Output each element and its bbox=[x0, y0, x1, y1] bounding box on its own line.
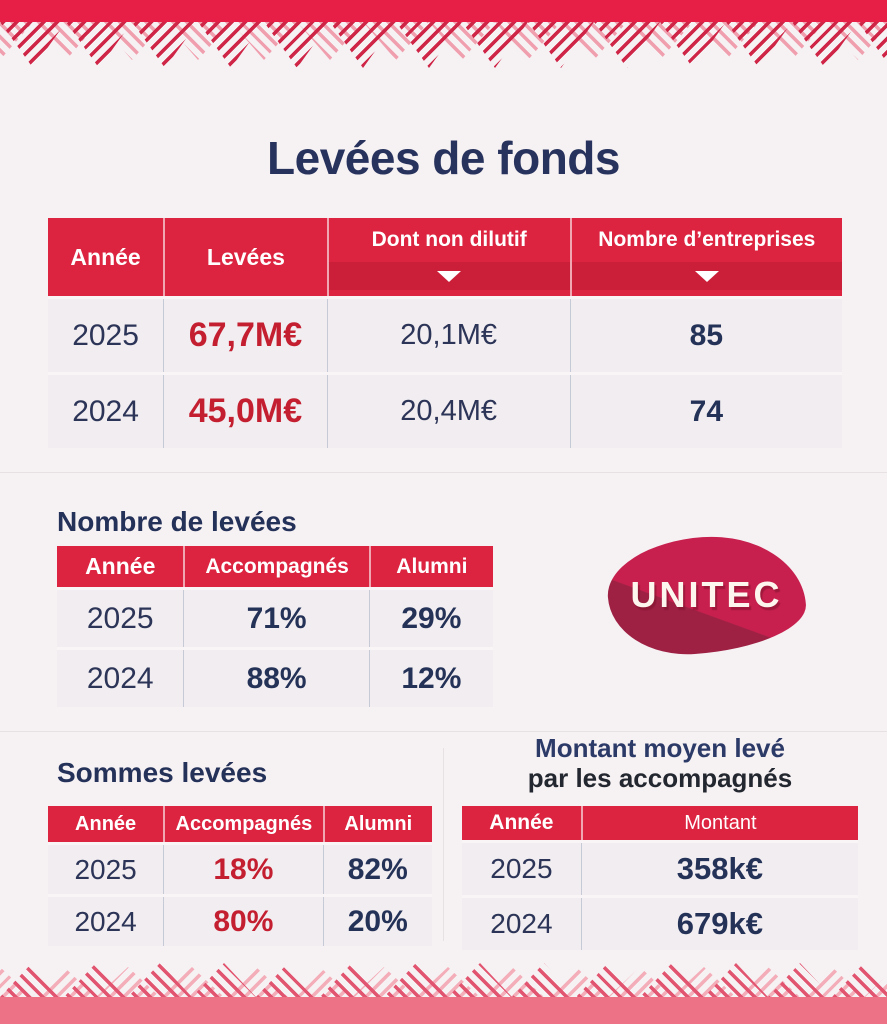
column-header-non-dilutif bbox=[327, 218, 570, 296]
average-amount-table-header bbox=[462, 806, 858, 843]
column-header-alumni: Alumni bbox=[323, 806, 432, 842]
column-header-alumni: Alumni bbox=[369, 546, 493, 587]
bottom-zigzag-front-decoration bbox=[0, 963, 887, 997]
year-cell: 2024 bbox=[86, 661, 154, 695]
accompagnes-cell: 18% bbox=[163, 845, 322, 894]
alumni-cell: 82% bbox=[323, 845, 432, 894]
table-row bbox=[57, 590, 493, 647]
avg-title-line1: Montant moyen levé bbox=[535, 733, 785, 763]
column-header-accompagnes: Accompagnés bbox=[183, 546, 368, 587]
bottom-pink-bar bbox=[0, 997, 887, 1024]
top-zigzag-back-decoration bbox=[0, 22, 887, 60]
table-row bbox=[48, 845, 432, 894]
table-row bbox=[462, 895, 858, 950]
column-header-label: Nombre d’entreprises bbox=[598, 228, 816, 251]
top-red-bar bbox=[0, 0, 887, 22]
accompagnes-cell: 71% bbox=[183, 590, 368, 647]
accompagnes-cell: 80% bbox=[163, 897, 322, 946]
year-cell: 2025 bbox=[86, 601, 154, 635]
column-header-entreprises bbox=[570, 218, 842, 296]
sums-table-header bbox=[48, 806, 432, 845]
entreprises-cell: 74 bbox=[570, 375, 842, 448]
year-cell: 2025 bbox=[72, 318, 139, 352]
unitec-logo-text: UNITEC bbox=[630, 574, 783, 615]
levees-cell: 67,7M€ bbox=[163, 299, 327, 372]
column-header-label: Dont non dilutif bbox=[371, 228, 527, 251]
column-header-montant: Montant bbox=[581, 806, 858, 840]
sort-arrow-band bbox=[329, 262, 570, 290]
bottom-zigzag-back-decoration bbox=[0, 967, 887, 997]
table-row bbox=[48, 894, 432, 946]
count-table bbox=[57, 546, 493, 707]
non-dilutif-cell: 20,1M€ bbox=[327, 299, 570, 372]
fundraising-table-header bbox=[48, 218, 842, 299]
page-title: Levées de fonds bbox=[267, 132, 620, 184]
column-header-annee: Année bbox=[57, 546, 183, 587]
count-table-header bbox=[57, 546, 493, 590]
fundraising-table bbox=[48, 218, 842, 448]
column-header-levees: Levées bbox=[163, 218, 327, 296]
section-divider bbox=[0, 472, 887, 473]
year-cell: 2024 bbox=[490, 908, 553, 939]
top-zigzag-front-decoration bbox=[0, 22, 887, 68]
table-row bbox=[57, 647, 493, 707]
year-cell: 2025 bbox=[490, 853, 553, 884]
entreprises-cell: 85 bbox=[570, 299, 842, 372]
column-header-annee: Année bbox=[462, 806, 581, 840]
year-cell: 2024 bbox=[72, 394, 139, 428]
triangle-down-icon bbox=[437, 271, 461, 282]
avg-title-line2: par les accompagnés bbox=[527, 763, 793, 793]
section-divider bbox=[0, 731, 887, 732]
year-cell: 2025 bbox=[74, 853, 137, 885]
table-row bbox=[462, 843, 858, 895]
year-cell: 2024 bbox=[74, 905, 137, 937]
column-header-annee: Année bbox=[48, 218, 163, 296]
alumni-cell: 20% bbox=[323, 897, 432, 946]
table-row bbox=[48, 299, 842, 372]
unitec-logo bbox=[608, 537, 805, 653]
average-amount-table bbox=[462, 806, 858, 950]
sums-section-title: Sommes levées bbox=[57, 757, 268, 788]
levees-cell: 45,0M€ bbox=[163, 375, 327, 448]
non-dilutif-cell: 20,4M€ bbox=[327, 375, 570, 448]
section-divider-vertical bbox=[443, 748, 444, 941]
table-row bbox=[48, 372, 842, 448]
column-header-annee: Année bbox=[48, 806, 163, 842]
sort-arrow-band bbox=[572, 262, 842, 290]
count-section-title: Nombre de levées bbox=[57, 506, 297, 537]
triangle-down-icon bbox=[695, 271, 719, 282]
avg-section-title bbox=[462, 733, 858, 793]
montant-cell: 358k€ bbox=[581, 843, 858, 895]
alumni-cell: 29% bbox=[369, 590, 493, 647]
accompagnes-cell: 88% bbox=[183, 650, 368, 707]
sums-table bbox=[48, 806, 432, 946]
alumni-cell: 12% bbox=[369, 650, 493, 707]
column-header-accompagnes: Accompagnés bbox=[163, 806, 322, 842]
montant-cell: 679k€ bbox=[581, 898, 858, 950]
